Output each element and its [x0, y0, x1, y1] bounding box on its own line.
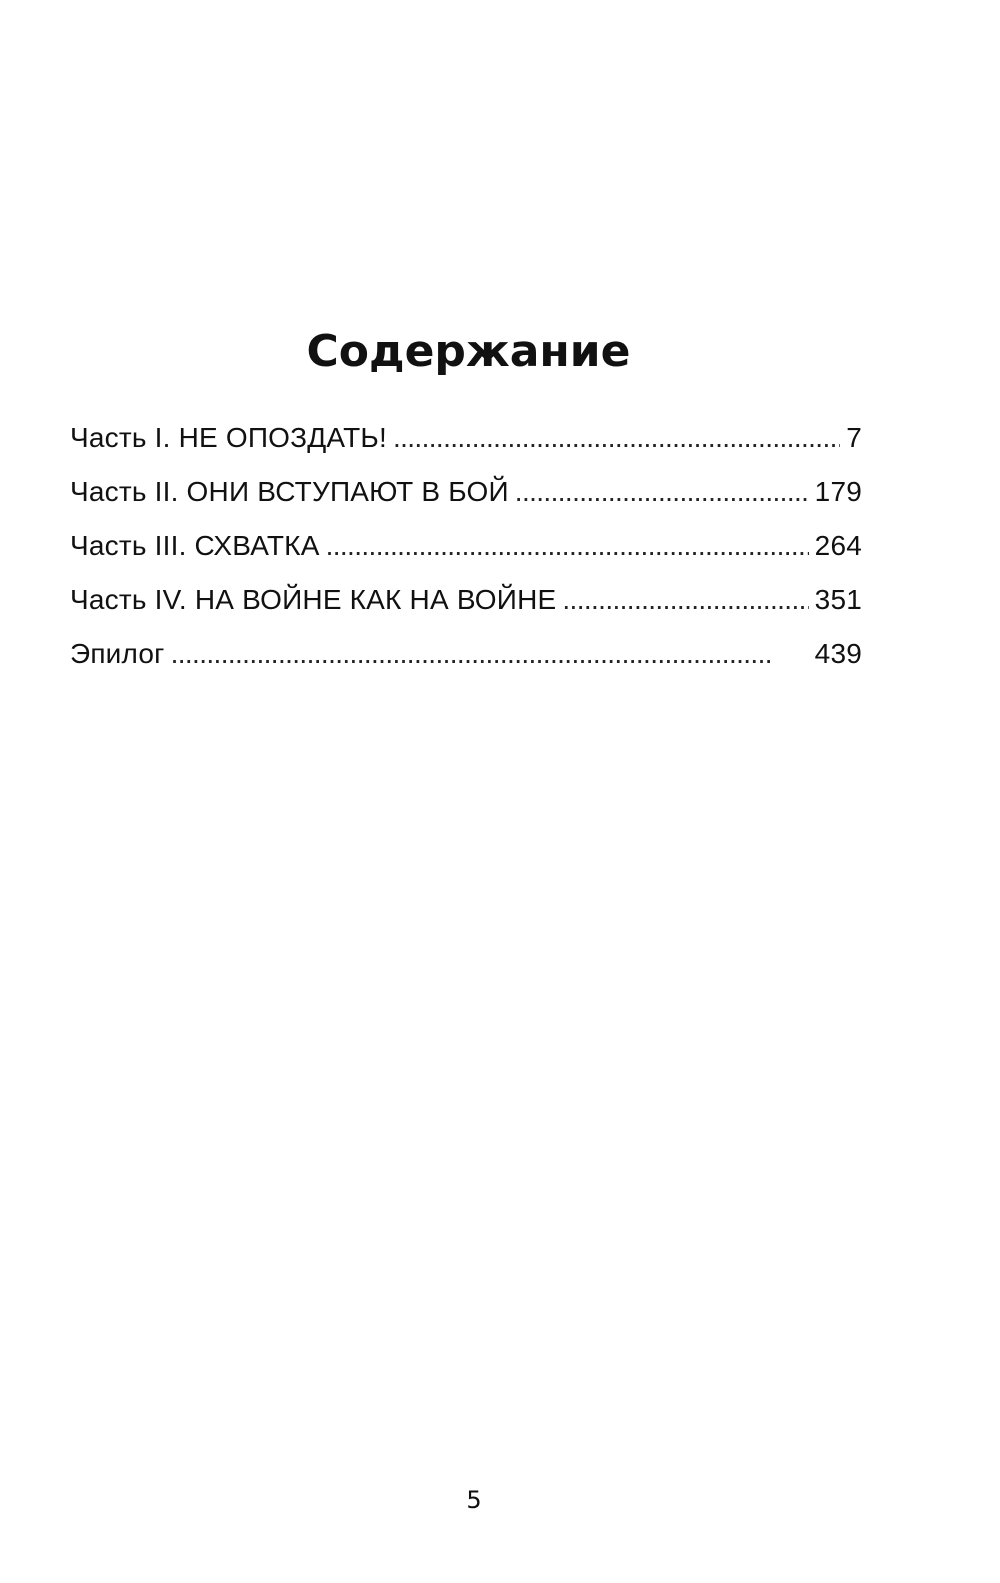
toc-entry-part-2[interactable] [70, 468, 862, 522]
dot-leader [562, 576, 808, 624]
dot-leader [171, 630, 809, 678]
toc-entry-label: Эпилог [70, 638, 165, 669]
toc-entry-page: 351 [814, 584, 862, 615]
toc-entry-label: Часть I. НЕ ОПОЗДАТЬ! [70, 422, 387, 453]
toc-entry-part-3[interactable] [70, 522, 862, 576]
toc-entry-label: Часть IV. НА ВОЙНЕ КАК НА ВОЙНЕ [70, 584, 557, 615]
page-number: 5 [466, 1486, 482, 1514]
toc-entry-page: 7 [846, 422, 862, 453]
toc-entry-label: Часть III. СХВАТКА [70, 530, 320, 561]
dot-leader [326, 522, 809, 570]
toc-entry-page: 179 [814, 476, 862, 507]
dot-leader [393, 414, 840, 462]
toc-entry-label: Часть II. ОНИ ВСТУПАЮТ В БОЙ [70, 476, 509, 507]
page-title: Содержание [306, 326, 631, 377]
dot-leader [515, 468, 809, 516]
toc-entry-page: 439 [814, 638, 862, 669]
toc-entry-epilogue[interactable] [70, 630, 862, 684]
toc-entry-part-1[interactable] [70, 414, 862, 468]
table-of-contents [70, 414, 862, 684]
toc-entry-page: 264 [814, 530, 862, 561]
toc-entry-part-4[interactable] [70, 576, 862, 630]
